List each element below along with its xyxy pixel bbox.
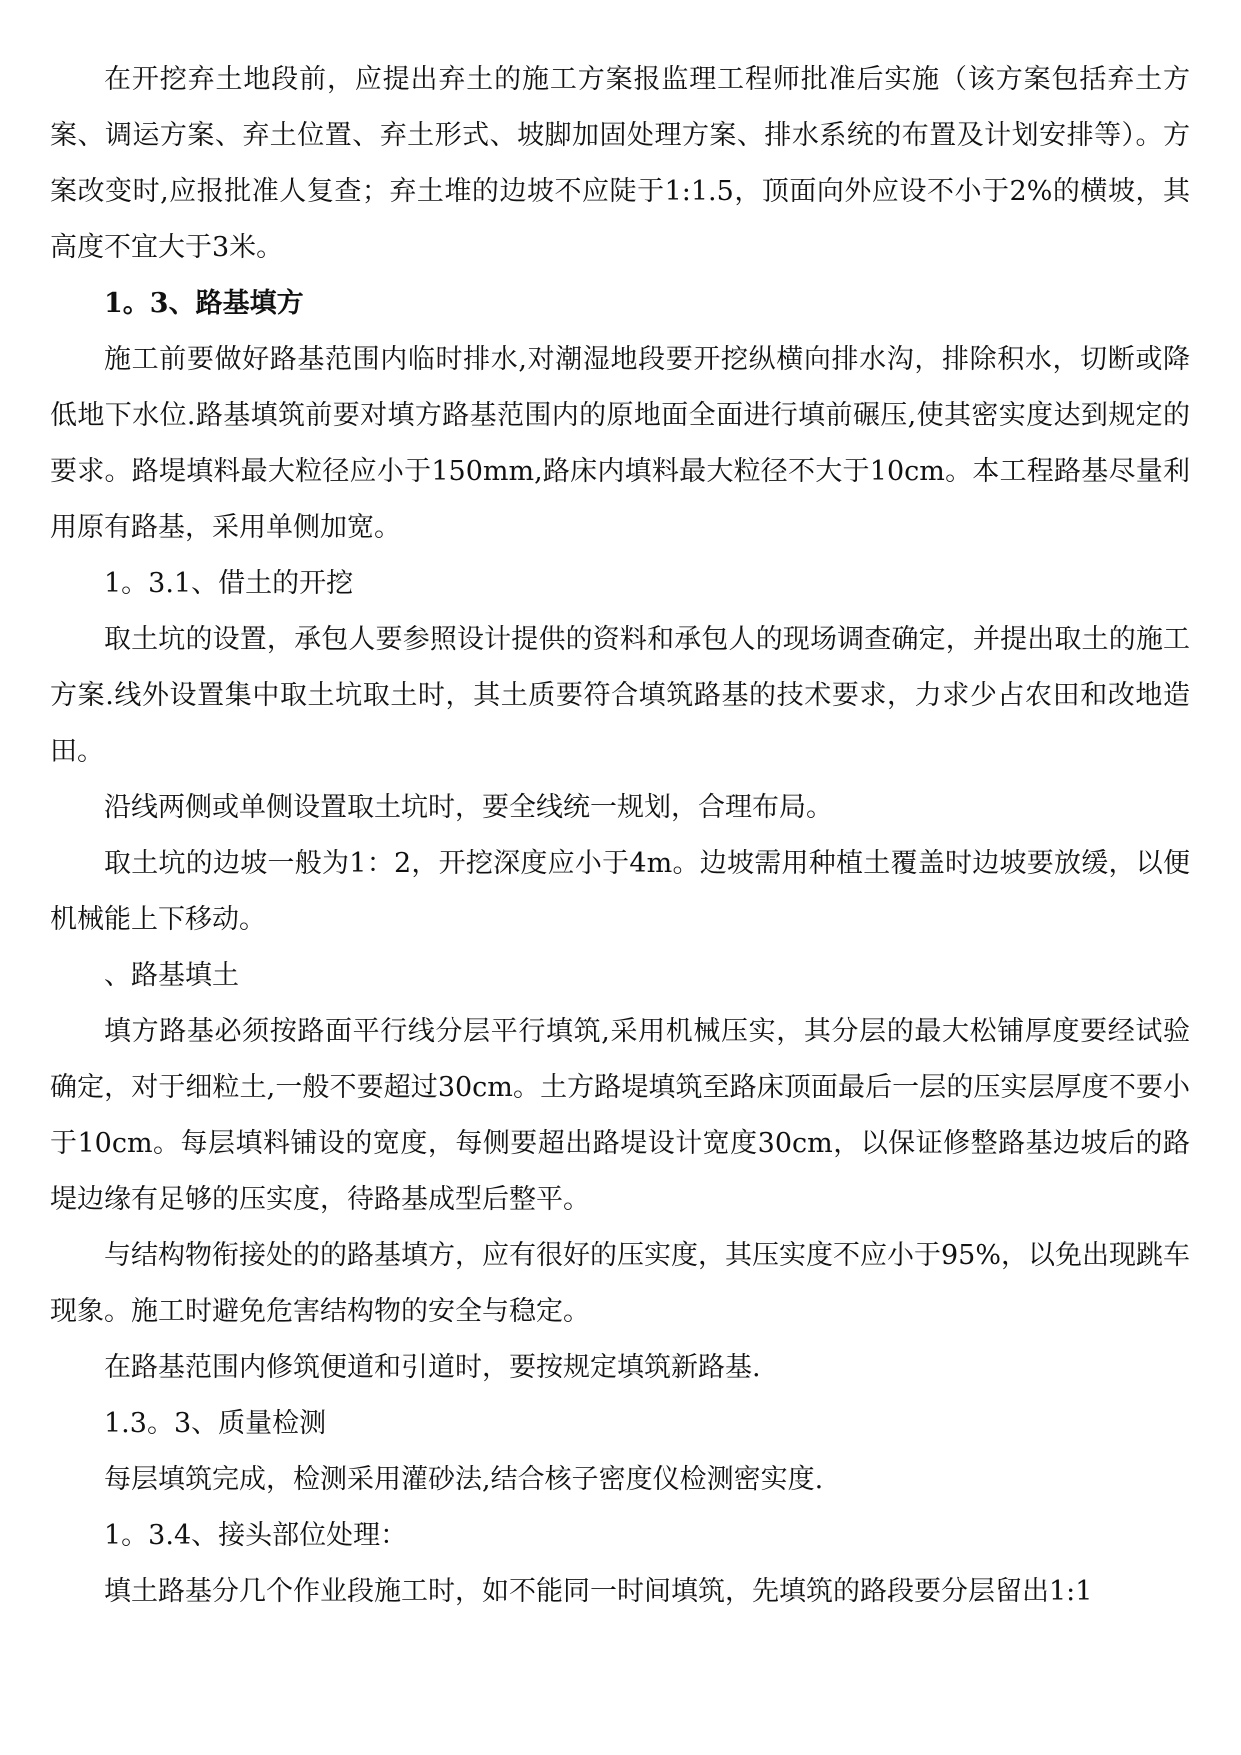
paragraph-borrow-layout: 沿线两侧或单侧设置取土坑时，要全线统一规划，合理布局。 (104, 792, 833, 823)
paragraph-layered-fill: 填方路基必须按路面平行线分层平行填筑,采用机械压实，其分层的最大松铺厚度要经试验确定，对于细粒土,一般不要超过30cm。土方路堤填筑至路床顶面最后一层的压实层厚度不要小于10cm。每层填料铺设的宽度，每侧要超出路堤设计宽度30cm，以保证修整路基边坡后的路堤边缘有足够的压实度，待路基成型后整平。 (50, 1016, 1190, 1215)
paragraph-drainage: 施工前要做好路基范围内临时排水,对潮湿地段要开挖纵横向排水沟，排除积水，切断或降低地下水位.路基填筑前要对填方路基范围内的原地面全面进行填前碾压,使其密实度达到规定的要求。路堤填料最大粒径应小于150mm,路床内填料最大粒径不大于10cm。本工程路基尽量利用原有路基，采用单侧加宽。 (50, 344, 1190, 543)
paragraph-quality-test: 每层填筑完成，检测采用灌砂法,结合核子密度仪检测密实度. (104, 1464, 824, 1495)
paragraph-borrow-pit: 取土坑的设置，承包人要参照设计提供的资料和承包人的现场调查确定，并提出取土的施工方案.线外设置集中取土坑取土时，其土质要符合填筑路基的技术要求，力求少占农田和改地造田。 (50, 624, 1190, 767)
subheading-quality: 1.3。3、质量检测 (104, 1408, 327, 1439)
document-body (50, 52, 1190, 1620)
paragraph-joint-treatment: 填土路基分几个作业段施工时，如不能同一时间填筑，先填筑的路段要分层留出1:1 (104, 1576, 1093, 1607)
paragraph-spoil-plan: 在开挖弃土地段前，应提出弃土的施工方案报监理工程师批准后实施（该方案包括弃土方案、调运方案、弃土位置、弃土形式、坡脚加固处理方案、排水系统的布置及计划安排等）。方案改变时,应报批准人复查；弃土堆的边坡不应陡于1:1.5，顶面向外应设不小于2%的横坡，其高度不宜大于3米。 (50, 64, 1190, 263)
subheading-borrow: 1。3.1、借土的开挖 (104, 568, 354, 599)
paragraph-access-road: 在路基范围内修筑便道和引道时，要按规定填筑新路基. (104, 1352, 761, 1383)
subheading-fill-soil: 、路基填土 (104, 960, 239, 991)
section-heading-fill: 1。3、路基填方 (104, 288, 304, 319)
paragraph-borrow-slope: 取土坑的边坡一般为1：2，开挖深度应小于4m。边坡需用种植土覆盖时边坡要放缓，以便机械能上下移动。 (50, 848, 1190, 935)
paragraph-structure-joint: 与结构物衔接处的的路基填方，应有很好的压实度，其压实度不应小于95%，以免出现跳车现象。施工时避免危害结构物的安全与稳定。 (50, 1240, 1191, 1327)
subheading-joint: 1。3.4、接头部位处理： (104, 1520, 408, 1551)
